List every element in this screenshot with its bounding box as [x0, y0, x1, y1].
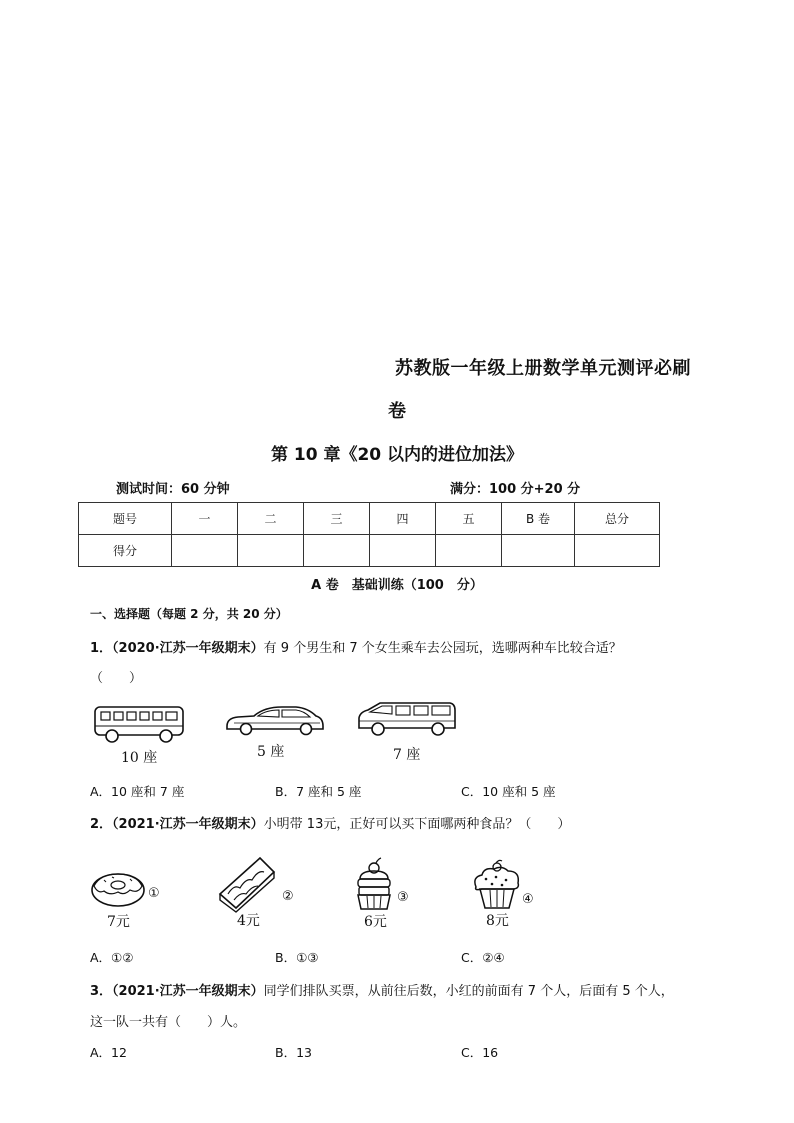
- question-3-continued: 这一队一共有（ ）人。: [90, 1015, 247, 1030]
- table-cell: 二: [238, 503, 304, 535]
- question-source: （2021·江苏一年级期末）: [112, 984, 264, 999]
- item-mark-4: ④: [522, 892, 534, 907]
- item-mark-2: ②: [282, 889, 294, 904]
- question-number: 2．: [90, 817, 113, 832]
- test-time: 测试时间：60 分钟: [116, 482, 230, 497]
- option-b[interactable]: B．7 座和 5 座: [275, 784, 362, 799]
- question-3: [90, 980, 674, 999]
- score-table-score-row: [79, 535, 660, 567]
- option-c[interactable]: C．②④: [461, 950, 505, 965]
- document-title: 苏教版一年级上册数学单元测评必刷: [395, 358, 691, 379]
- bus-icon: [92, 704, 188, 744]
- score-table-header-row: [79, 503, 660, 535]
- full-score: 满分：100 分+20 分: [450, 482, 581, 497]
- option-b[interactable]: B．13: [275, 1045, 312, 1060]
- score-input-cell[interactable]: [172, 535, 238, 567]
- item-price-1: 7元: [107, 914, 130, 930]
- question-number: 3．: [90, 984, 113, 999]
- item-price-4: 8元: [486, 913, 509, 929]
- car-seat-caption: 5 座: [257, 744, 285, 760]
- table-cell: B 卷: [502, 503, 575, 535]
- option-a[interactable]: A．10 座和 7 座: [90, 784, 185, 799]
- section-a-heading: A 卷 基础训练（100 分）: [311, 578, 483, 593]
- question-text: 同学们排队买票，从前往后数，小红的前面有 7 个人，后面有 5 个人，: [263, 984, 674, 999]
- table-cell: 总分: [575, 503, 660, 535]
- pastry-icon: [216, 854, 278, 912]
- cupcake-icon: [472, 855, 522, 911]
- cake-icon: [352, 857, 396, 913]
- question-source: （2020·江苏一年级期末）: [112, 641, 264, 656]
- option-a[interactable]: A．12: [90, 1045, 127, 1060]
- table-cell: 得分: [79, 535, 172, 567]
- score-input-cell[interactable]: [575, 535, 660, 567]
- score-input-cell[interactable]: [436, 535, 502, 567]
- donut-icon: [90, 868, 148, 908]
- item-price-2: 4元: [237, 913, 260, 929]
- item-mark-1: ①: [148, 886, 160, 901]
- van-icon: [356, 700, 458, 740]
- table-cell: 一: [172, 503, 238, 535]
- option-a[interactable]: A．①②: [90, 950, 134, 965]
- question-2: [90, 813, 570, 832]
- score-input-cell[interactable]: [304, 535, 370, 567]
- section-1-heading: 一、选择题（每题 2 分，共 20 分）: [90, 607, 288, 621]
- option-c[interactable]: C．16: [461, 1045, 499, 1060]
- score-input-cell[interactable]: [502, 535, 575, 567]
- table-cell: 题号: [79, 503, 172, 535]
- option-c[interactable]: C．10 座和 5 座: [461, 784, 556, 799]
- table-cell: 四: [370, 503, 436, 535]
- answer-blank: （ ）: [90, 671, 143, 686]
- score-input-cell[interactable]: [238, 535, 304, 567]
- car-icon: [224, 704, 326, 738]
- score-input-cell[interactable]: [370, 535, 436, 567]
- option-b[interactable]: B．①③: [275, 950, 319, 965]
- table-cell: 五: [436, 503, 502, 535]
- table-cell: 三: [304, 503, 370, 535]
- document-title-continued: 卷: [388, 401, 406, 422]
- bus-seat-caption: 10 座: [121, 750, 158, 766]
- question-number: 1．: [90, 641, 113, 656]
- item-price-3: 6元: [364, 914, 387, 930]
- chapter-title: 第 10 章《20 以内的进位加法》: [270, 445, 524, 465]
- question-source: （2021·江苏一年级期末）: [112, 817, 264, 832]
- van-seat-caption: 7 座: [393, 747, 421, 763]
- score-table: [78, 502, 660, 567]
- item-mark-3: ③: [397, 890, 409, 905]
- question-1: [90, 637, 622, 656]
- question-text: 小明带 13元，正好可以买下面哪两种食品？（ ）: [263, 817, 571, 832]
- question-text: 有 9 个男生和 7 个女生乘车去公园玩，选哪两种车比较合适？: [263, 641, 622, 656]
